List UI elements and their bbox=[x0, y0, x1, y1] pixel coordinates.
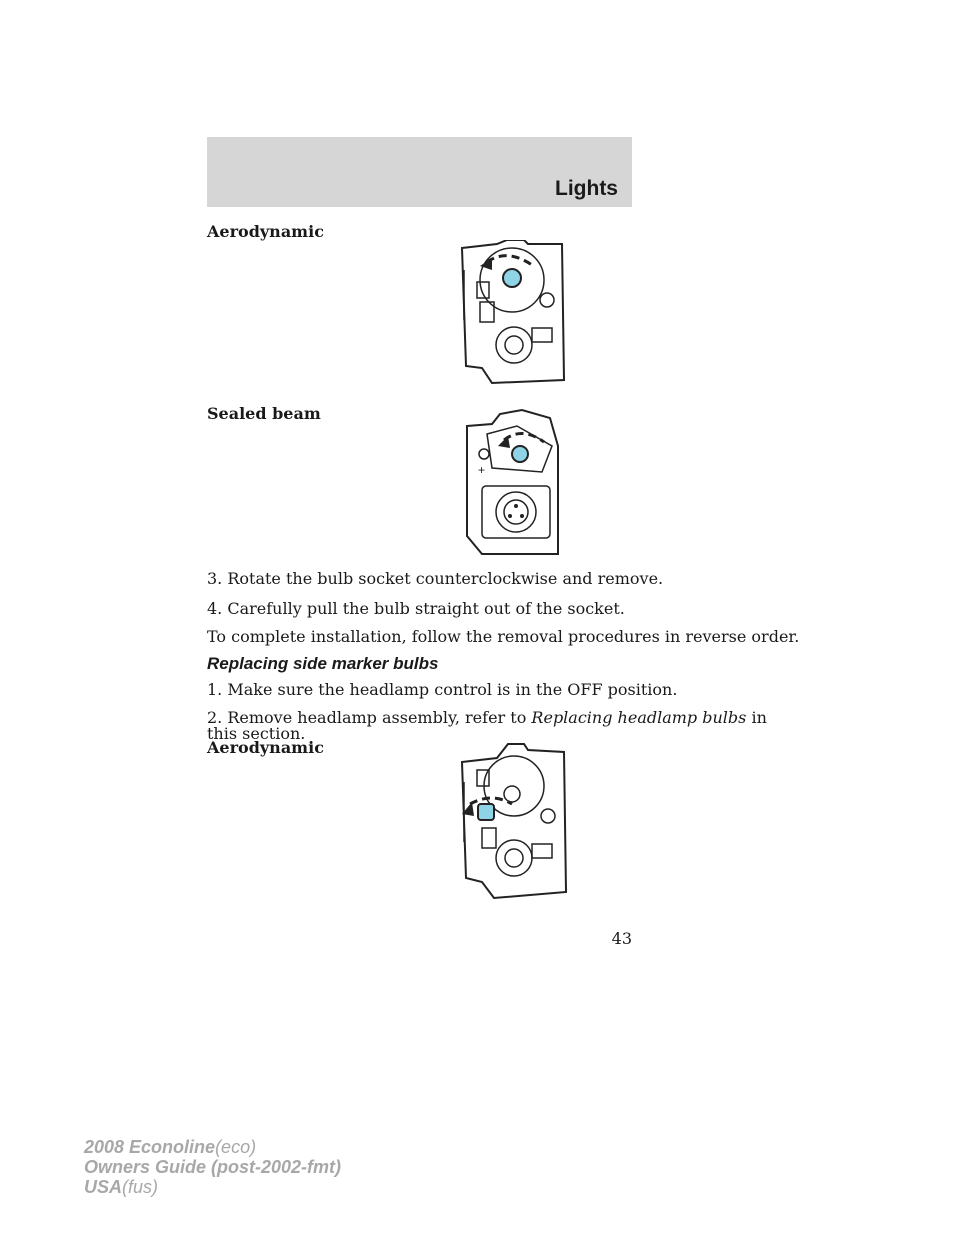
side-marker-step-1-text: 1. Make sure the headlamp control is in the OFF position. bbox=[207, 680, 678, 699]
step-3-text: 3. Rotate the bulb socket counterclockwise and remove. bbox=[207, 569, 664, 588]
complete-installation-text: To complete installation, follow the removal procedures in reverse order. bbox=[207, 627, 800, 646]
figure-label-aerodynamic-side-marker: Aerodynamic bbox=[207, 738, 324, 757]
footer-line-2: Owners Guide (post-2002-fmt) bbox=[84, 1157, 342, 1177]
step-2-suffix: in bbox=[746, 708, 767, 727]
side-marker-step-2-line-2: this section. bbox=[207, 724, 306, 743]
footer-line-1 bbox=[84, 1137, 341, 1157]
figure-label-aerodynamic-headlamp: Aerodynamic bbox=[207, 222, 324, 241]
page-number: 43 bbox=[611, 929, 632, 948]
footer-region-code: (fus) bbox=[122, 1177, 159, 1197]
footer-region: USA bbox=[84, 1177, 123, 1197]
section-title: Lights bbox=[555, 177, 618, 200]
aerodynamic-headlamp-diagram bbox=[452, 240, 570, 385]
heading-replacing-side-marker-bulbs: Replacing side marker bulbs bbox=[207, 654, 439, 673]
step-4-text: 4. Carefully pull the bulb straight out of the socket. bbox=[207, 599, 625, 618]
figure-label-sealed-beam: Sealed beam bbox=[207, 404, 321, 423]
step-2-prefix: 2. Remove headlamp assembly, refer to bbox=[207, 708, 532, 727]
cross-reference-replacing-headlamp-bulbs: Replacing headlamp bulbs bbox=[531, 708, 747, 727]
footer-model: 2008 Econoline bbox=[84, 1137, 216, 1157]
footer-line-3 bbox=[84, 1177, 341, 1197]
svg-text:+: + bbox=[478, 463, 486, 477]
footer-model-code: (eco) bbox=[215, 1137, 257, 1157]
document-footer bbox=[84, 1137, 341, 1197]
aerodynamic-side-marker-diagram bbox=[452, 742, 570, 902]
sealed-beam-headlamp-diagram bbox=[462, 406, 572, 556]
section-header-band bbox=[207, 137, 632, 207]
